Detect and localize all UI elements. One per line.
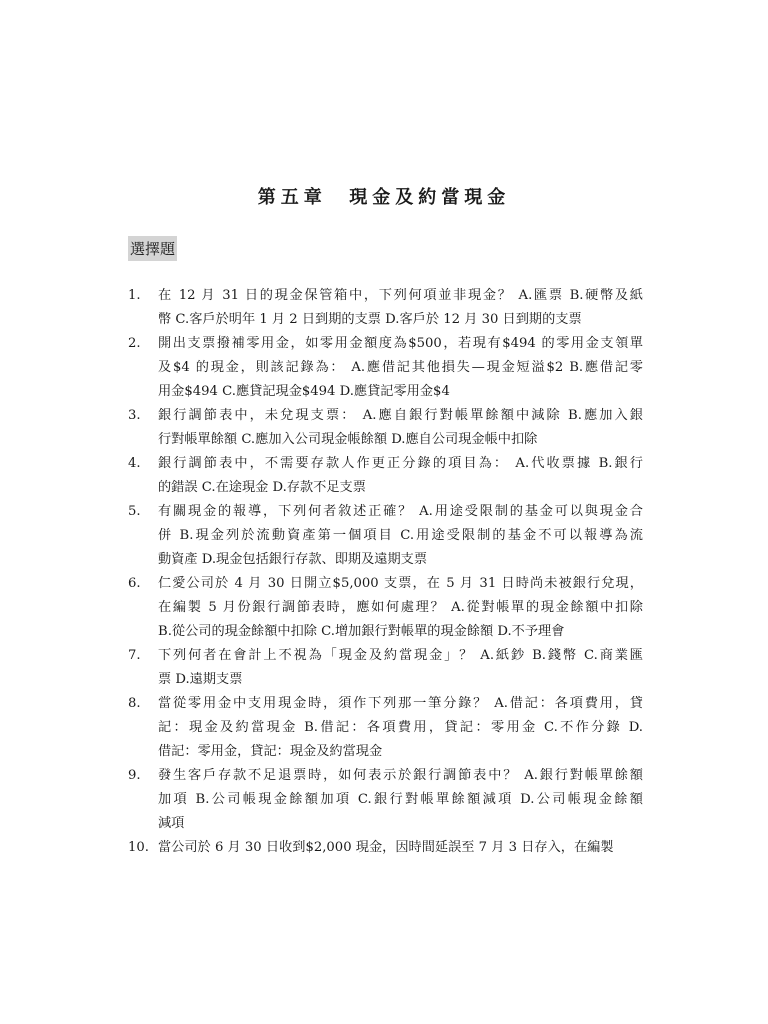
question-item: [128, 500, 643, 572]
question-item: [128, 692, 643, 764]
question-number: 5.: [128, 504, 141, 519]
question-text-line: 併 B.現金列於流動資產第一個項目 C.用途受限制的基金不可以報導為流: [158, 528, 643, 543]
question-text-line: 加項 B.公司帳現金餘額加項 C.銀行對帳單餘額減項 D.公司帳現金餘額: [158, 792, 643, 807]
question-text-line: 用金$494 C.應貸記現金$494 D.應貸記零用金$4: [158, 384, 450, 399]
question-text-line: 及$4 的現金，則該記錄為： A.應借記其他損失—現金短溢$2 B.應借記零: [158, 360, 643, 375]
question-text-line: 動資產 D.現金包括銀行存款、即期及遠期支票: [158, 552, 428, 567]
question-text-line: 減項: [158, 816, 185, 831]
question-number: 10.: [128, 840, 149, 855]
question-text-line: 的錯誤 C.在途現金 D.存款不足支票: [158, 480, 366, 495]
question-text-line: 票 D.遠期支票: [158, 672, 243, 687]
question-item: [128, 332, 643, 404]
question-text-line: 借記：零用金，貸記：現金及約當現金: [158, 744, 383, 759]
question-text-line: 下列何者在會計上不視為「現金及約當現金」？ A.紙鈔 B.錢幣 C.商業匯: [158, 648, 643, 663]
question-item: [128, 764, 643, 836]
question-number: 8.: [128, 696, 141, 711]
question-item: [128, 284, 643, 332]
question-text-line: 當從零用金中支用現金時，須作下列那一筆分錄？ A.借記：各項費用，貸: [158, 696, 643, 711]
question-text-line: B.從公司的現金餘額中扣除 C.增加銀行對帳單的現金餘額 D.不予理會: [158, 624, 565, 639]
question-number: 3.: [128, 408, 141, 423]
question-item: [128, 404, 643, 452]
question-number: 9.: [128, 768, 141, 783]
question-item: [128, 644, 643, 692]
question-number: 2.: [128, 336, 141, 351]
question-item: [128, 572, 643, 644]
question-text-line: 記：現金及約當現金 B.借記：各項費用，貸記：零用金 C.不作分錄 D.: [158, 720, 643, 735]
question-text-line: 在 12 月 31 日的現金保管箱中，下列何項並非現金？ A.匯票 B.硬幣及紙: [158, 288, 643, 303]
question-item: [128, 452, 643, 500]
question-text-line: 仁愛公司於 4 月 30 日開立$5,000 支票，在 5 月 31 日時尚未被銀行兌現，: [158, 576, 643, 591]
question-text-line: 銀行調節表中，未兌現支票： A.應自銀行對帳單餘額中減除 B.應加入銀: [158, 408, 643, 423]
section-heading: 選擇題: [128, 236, 177, 261]
chapter-title: 第五章 現金及約當現金: [257, 187, 511, 208]
question-item: [128, 836, 643, 860]
question-text-line: 開出支票撥補零用金，如零用金額度為$500，若現有$494 的零用金支領單: [158, 336, 643, 351]
question-number: 6.: [128, 576, 141, 591]
question-text-line: 幣 C.客戶於明年 1 月 2 日到期的支票 D.客戶於 12 月 30 日到期的支票: [158, 312, 582, 327]
question-list: [128, 284, 643, 860]
question-text-line: 在編製 5 月份銀行調節表時，應如何處理？ A.從對帳單的現金餘額中扣除: [158, 600, 643, 615]
question-text-line: 行對帳單餘額 C.應加入公司現金帳餘額 D.應自公司現金帳中扣除: [158, 432, 538, 447]
question-text-line: 當公司於 6 月 30 日收到$2,000 現金，因時間延誤至 7 月 3 日存入，在編製: [158, 840, 614, 855]
question-text-line: 有關現金的報導，下列何者敘述正確？ A.用途受限制的基金可以與現金合: [158, 504, 643, 519]
question-text-line: 發生客戶存款不足退票時，如何表示於銀行調節表中？ A.銀行對帳單餘額: [158, 768, 643, 783]
question-number: 1.: [128, 288, 141, 303]
question-text-line: 銀行調節表中，不需要存款人作更正分錄的項目為： A.代收票據 B.銀行: [158, 456, 643, 471]
question-number: 7.: [128, 648, 141, 663]
question-number: 4.: [128, 456, 141, 471]
